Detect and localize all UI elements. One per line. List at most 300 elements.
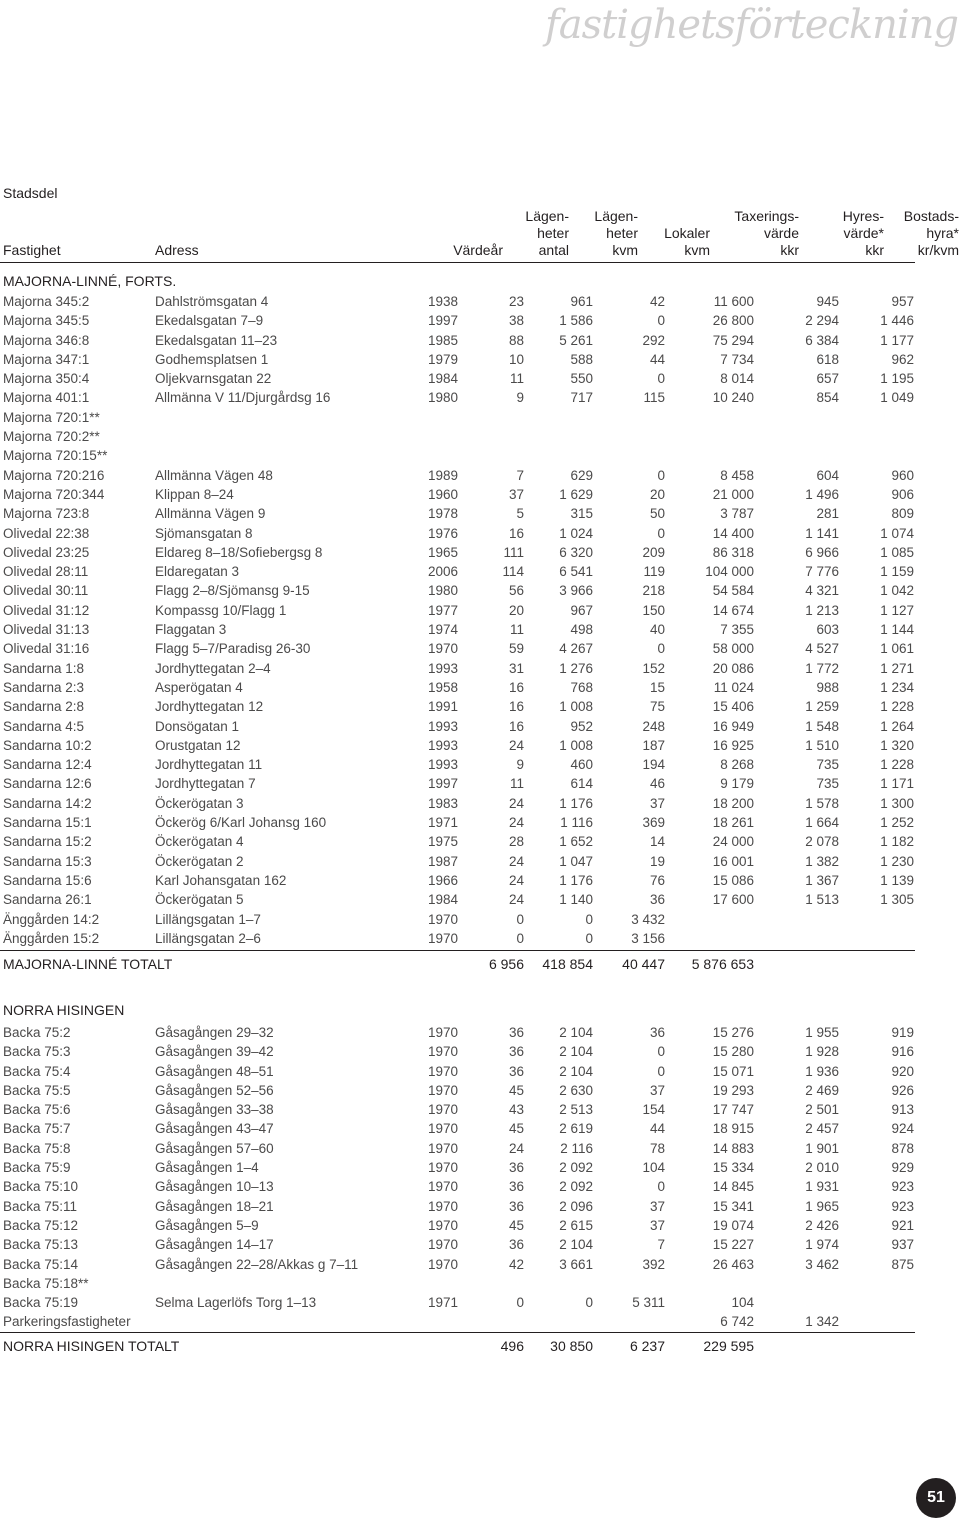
- table-row: [0, 1043, 915, 1062]
- cell-bostadshyra: 923: [891, 1198, 914, 1214]
- cell-taxeringsvarde: 7 355: [720, 622, 754, 638]
- cell-taxeringsvarde: 14 845: [712, 1179, 754, 1195]
- cell-adress: Asperögatan 4: [155, 679, 243, 695]
- cell-lagenheter-antal: 16: [508, 679, 524, 695]
- cell-lokaler-kvm: 5 311: [632, 1295, 665, 1311]
- cell-taxeringsvarde: 15 341: [712, 1198, 754, 1214]
- cell-taxeringsvarde: 7 734: [720, 351, 754, 367]
- cell-adress: Ekedalsgatan 11–23: [155, 332, 278, 348]
- cell-lokaler-kvm: 292: [642, 332, 665, 348]
- cell-vardear: 1989: [427, 467, 458, 483]
- cell-fastighet: Sandarna 2:8: [3, 699, 85, 715]
- cell-adress: Flaggatan 3: [155, 622, 227, 638]
- cell-fastighet: Sandarna 26:1: [3, 892, 92, 908]
- cell-hyresvarde: 2 010: [805, 1160, 839, 1176]
- table-row: [0, 737, 915, 756]
- cell-vardear: 1970: [427, 1082, 458, 1098]
- cell-lagenheter-kvm: 2 104: [559, 1025, 593, 1040]
- cell-lagenheter-antal: 10: [508, 351, 524, 367]
- cell-adress: Jordhyttegatan 12: [155, 699, 264, 715]
- cell-lagenheter-antal: 16: [508, 699, 524, 715]
- header-adress: Adress: [155, 242, 199, 258]
- cell-lokaler-kvm: 248: [642, 718, 665, 734]
- cell-adress: Gåsagången 43–47: [155, 1121, 274, 1137]
- cell-hyresvarde: 1 548: [805, 718, 839, 734]
- cell-hyresvarde: 4 527: [805, 641, 839, 657]
- cell-adress: Jordhyttegatan 7: [155, 776, 256, 792]
- cell-adress: Gåsagången 5–9: [155, 1217, 259, 1233]
- cell-lagenheter-kvm: 1 008: [559, 699, 593, 715]
- cell-lokaler-kvm: 19: [649, 853, 665, 869]
- cell-bostadshyra: 1 228: [880, 757, 914, 773]
- cell-lokaler-kvm: 115: [643, 390, 665, 406]
- cell-adress: Allmänna V 11/Djurgårdsg 16: [155, 390, 331, 406]
- cell-hyresvarde: 281: [816, 506, 839, 522]
- table-row: [0, 660, 915, 679]
- cell-hyresvarde: 2 501: [805, 1102, 839, 1118]
- table-row: [0, 1140, 915, 1159]
- cell-hyresvarde: 735: [816, 776, 839, 792]
- cell-lagenheter-antal: 37: [508, 486, 524, 502]
- cell-lokaler-kvm: 42: [649, 294, 665, 309]
- cell-taxeringsvarde: 24 000: [712, 834, 754, 850]
- cell-hyresvarde: 735: [816, 757, 839, 773]
- cell-lokaler-kvm: 152: [642, 660, 665, 676]
- cell-taxeringsvarde: 11 024: [713, 679, 754, 695]
- cell-lagenheter-kvm: 3 661: [559, 1256, 593, 1272]
- cell-hyresvarde: 2 294: [805, 313, 839, 329]
- cell-fastighet: Parkeringsfastigheter: [3, 1314, 131, 1330]
- cell-fastighet: Majorna 720:15**: [3, 448, 108, 464]
- page-number: 51: [916, 1478, 956, 1518]
- cell-bostadshyra: 913: [891, 1102, 914, 1118]
- cell-lagenheter-antal: 16: [508, 718, 524, 734]
- table-row: [0, 718, 915, 737]
- cell-vardear: 1980: [427, 390, 458, 406]
- cell-hyresvarde: 1 974: [805, 1237, 839, 1253]
- table-row: [0, 698, 915, 717]
- cell-hyresvarde: 854: [816, 390, 839, 406]
- total-row-majorna: [0, 956, 915, 976]
- table-row: [0, 312, 915, 331]
- cell-lagenheter-kvm: 768: [570, 679, 593, 695]
- cell-adress: Gåsagången 22–28/Akkas g 7–11: [155, 1256, 359, 1272]
- cell-bostadshyra: 1 195: [880, 371, 914, 387]
- cell-adress: Gåsagången 33–38: [155, 1102, 274, 1118]
- cell-lagenheter-antal: 24: [508, 892, 524, 908]
- total-label: NORRA HISINGEN TOTALT: [3, 1338, 180, 1354]
- cell-bostadshyra: 962: [891, 351, 914, 367]
- cell-hyresvarde: 604: [816, 467, 839, 483]
- cell-taxeringsvarde: 26 800: [712, 313, 754, 329]
- cell-adress: Sjömansgatan 8: [155, 525, 253, 541]
- table-row: [0, 544, 915, 563]
- cell-lagenheter-antal: 28: [508, 834, 524, 850]
- cell-lagenheter-kvm: 2 104: [559, 1063, 593, 1079]
- cell-lagenheter-antal: 11: [509, 776, 524, 792]
- cell-hyresvarde: 2 078: [805, 834, 839, 850]
- cell-hyresvarde: 1 141: [805, 525, 839, 541]
- cell-fastighet: Backa 75:12: [3, 1217, 79, 1233]
- cell-lagenheter-kvm: 550: [570, 371, 593, 387]
- cell-lagenheter-antal: 36: [508, 1063, 524, 1079]
- total-row-norra: [0, 1338, 915, 1358]
- cell-lagenheter-antal: 45: [508, 1217, 524, 1233]
- cell-bostadshyra: 919: [891, 1025, 914, 1040]
- table-row: [0, 891, 915, 910]
- cell-lagenheter-kvm: 0: [585, 911, 593, 927]
- cell-lokaler-kvm: 14: [649, 834, 665, 850]
- cell-lokaler-kvm: 78: [649, 1140, 665, 1156]
- table-row: [0, 756, 915, 775]
- cell-lokaler-kvm: 37: [649, 1082, 665, 1098]
- cell-lokaler-kvm: 76: [649, 872, 665, 888]
- cell-lagenheter-kvm: 1 008: [559, 737, 593, 753]
- cell-taxeringsvarde: 16 001: [712, 853, 754, 869]
- brand-watermark: fastighetsförteckning: [544, 2, 958, 48]
- cell-bostadshyra: 1 127: [880, 602, 914, 618]
- cell-lokaler-kvm: 15: [649, 679, 665, 695]
- cell-bostadshyra: 916: [891, 1044, 914, 1060]
- region-label-norra: NORRA HISINGEN: [3, 1002, 125, 1018]
- cell-vardear: 1970: [427, 1044, 458, 1060]
- cell-lagenheter-antal: 38: [508, 313, 524, 329]
- table-row: [0, 582, 915, 601]
- cell-hyresvarde: 2 426: [805, 1217, 839, 1233]
- cell-vardear: 2006: [427, 564, 458, 580]
- cell-fastighet: Änggården 15:2: [3, 930, 100, 946]
- cell-hyresvarde: 618: [816, 351, 839, 367]
- table-row: [0, 1120, 915, 1139]
- cell-hyresvarde: 6 384: [805, 332, 839, 348]
- table-row: [0, 447, 915, 466]
- cell-fastighet: Backa 75:19: [3, 1295, 79, 1311]
- cell-lokaler-kvm: 104: [642, 1160, 665, 1176]
- cell-lagenheter-antal: 56: [508, 583, 524, 599]
- cell-fastighet: Backa 75:11: [3, 1198, 78, 1214]
- cell-vardear: 1980: [427, 583, 458, 599]
- cell-taxeringsvarde: 104 000: [705, 564, 754, 580]
- cell-lagenheter-antal: 45: [508, 1121, 524, 1137]
- cell-lagenheter-kvm: 614: [570, 776, 593, 792]
- cell-adress: Öckerög 6/Karl Johansg 160: [155, 815, 327, 831]
- cell-adress: Flagg 2–8/Sjömansg 9-15: [155, 583, 310, 599]
- cell-vardear: 1970: [427, 641, 458, 657]
- cell-hyresvarde: 1 928: [805, 1044, 839, 1060]
- cell-vardear: 1958: [427, 679, 458, 695]
- table-row: [0, 911, 915, 930]
- cell-lagenheter-kvm: 2 513: [559, 1102, 593, 1118]
- cell-lokaler-kvm: 0: [657, 525, 665, 541]
- cell-bostadshyra: 1 139: [880, 872, 914, 888]
- cell-taxeringsvarde: 19 074: [712, 1217, 754, 1233]
- table-row: [0, 602, 915, 621]
- table-row: [0, 1063, 915, 1082]
- cell-hyresvarde: 1 510: [805, 737, 839, 753]
- cell-taxeringsvarde: 58 000: [712, 641, 754, 657]
- cell-lagenheter-kvm: 2 619: [559, 1121, 593, 1137]
- table-row: [0, 486, 915, 505]
- cell-adress: Kompassg 10/Flagg 1: [155, 602, 287, 618]
- cell-bostadshyra: 924: [891, 1121, 914, 1137]
- cell-fastighet: Backa 75:5: [3, 1082, 71, 1098]
- cell-hyresvarde: 1 772: [805, 660, 839, 676]
- cell-bostadshyra: 957: [891, 294, 914, 309]
- section-title: Stadsdel: [3, 185, 58, 201]
- cell-hyresvarde: 1 955: [805, 1025, 839, 1040]
- cell-vardear: 1977: [427, 602, 458, 618]
- cell-lokaler-kvm: 392: [642, 1256, 665, 1272]
- cell-bostadshyra: 1 228: [880, 699, 914, 715]
- cell-lagenheter-kvm: 1 116: [560, 815, 593, 831]
- cell-hyresvarde: 988: [816, 679, 839, 695]
- cell-lagenheter-kvm: 0: [585, 1295, 593, 1311]
- table-row: [0, 795, 915, 814]
- cell-lagenheter-kvm: 1 276: [559, 660, 593, 676]
- cell-vardear: 1971: [427, 815, 458, 831]
- cell-lagenheter-kvm: 1 629: [559, 486, 593, 502]
- cell-lagenheter-antal: 24: [508, 815, 524, 831]
- cell-adress: Klippan 8–24: [155, 486, 234, 502]
- cell-lagenheter-antal: 45: [508, 1082, 524, 1098]
- cell-lagenheter-antal: 5: [516, 506, 524, 522]
- cell-lagenheter-antal: 0: [516, 911, 524, 927]
- cell-lokaler-kvm: 0: [657, 641, 665, 657]
- cell-taxeringsvarde: 15 334: [712, 1160, 754, 1176]
- cell-bostadshyra: 1 144: [880, 622, 914, 638]
- cell-hyresvarde: 1 664: [805, 815, 839, 831]
- cell-adress: Öckerögatan 3: [155, 795, 244, 811]
- table-row: [0, 428, 915, 447]
- table-row: [0, 679, 915, 698]
- cell-lokaler-kvm: 44: [649, 351, 665, 367]
- cell-lagenheter-antal: 88: [508, 332, 524, 348]
- cell-bostadshyra: 1 085: [880, 544, 914, 560]
- cell-vardear: 1970: [427, 1217, 458, 1233]
- cell-lokaler-kvm: 0: [657, 1044, 665, 1060]
- table-row: [0, 1217, 915, 1236]
- cell-taxeringsvarde: 15 227: [712, 1237, 754, 1253]
- cell-lagenheter-kvm: 629: [570, 467, 593, 483]
- cell-fastighet: Backa 75:4: [3, 1063, 71, 1079]
- cell-vardear: 1976: [427, 525, 458, 541]
- cell-fastighet: Majorna 345:5: [3, 313, 90, 329]
- cell-taxeringsvarde: 18 915: [712, 1121, 754, 1137]
- cell-vardear: 1970: [427, 1256, 458, 1272]
- cell-lagenheter-kvm: 1 176: [559, 872, 593, 888]
- cell-adress: Lillängsgatan 1–7: [155, 911, 261, 927]
- cell-lagenheter-kvm: 1 652: [559, 834, 593, 850]
- cell-taxeringsvarde: 8 268: [720, 757, 754, 773]
- header-vardear: Värdeår: [453, 242, 503, 258]
- cell-lagenheter-antal: 36: [508, 1198, 524, 1214]
- cell-vardear: 1970: [427, 930, 458, 946]
- cell-fastighet: Backa 75:7: [3, 1121, 71, 1137]
- cell-lagenheter-kvm: 1 024: [559, 525, 593, 541]
- cell-lokaler-kvm: 40: [649, 622, 665, 638]
- cell-vardear: 1993: [427, 718, 458, 734]
- table-row: [0, 1024, 915, 1043]
- cell-fastighet: Majorna 720:344: [3, 486, 105, 502]
- cell-lagenheter-kvm: 2 104: [559, 1237, 593, 1253]
- cell-vardear: 1970: [427, 1179, 458, 1195]
- cell-taxeringsvarde: 15 086: [712, 872, 754, 888]
- cell-fastighet: Majorna 401:1: [3, 390, 90, 406]
- cell-hyresvarde: 1 213: [805, 602, 839, 618]
- cell-lagenheter-antal: 24: [508, 872, 524, 888]
- cell-bostadshyra: 1 300: [880, 795, 914, 811]
- cell-lagenheter-kvm: 2 116: [560, 1140, 593, 1156]
- cell-fastighet: Olivedal 31:12: [3, 602, 90, 618]
- table-row: [0, 351, 915, 370]
- cell-hyresvarde: 4 321: [805, 583, 839, 599]
- cell-adress: Eldaregatan 3: [155, 564, 240, 580]
- cell-lagenheter-antal: 9: [516, 757, 524, 773]
- cell-taxeringsvarde: 75 294: [712, 332, 754, 348]
- cell-lagenheter-kvm: 1 140: [559, 892, 593, 908]
- cell-bostadshyra: 1 230: [880, 853, 914, 869]
- cell-fastighet: Olivedal 31:16: [3, 641, 90, 657]
- cell-lagenheter-antal: 31: [508, 660, 524, 676]
- cell-lokaler-kvm: 36: [649, 1025, 665, 1040]
- cell-fastighet: Sandarna 15:3: [3, 853, 92, 869]
- total-lagenheter-kvm: 30 850: [550, 1338, 593, 1354]
- cell-bostadshyra: 878: [891, 1140, 914, 1156]
- cell-bostadshyra: 875: [891, 1256, 914, 1272]
- cell-adress: Öckerögatan 2: [155, 853, 244, 869]
- cell-adress: Gåsagången 1–4: [155, 1160, 259, 1176]
- total-divider: [0, 1332, 915, 1333]
- header-bostadshyra: Bostads- hyra* kr/kvm: [903, 208, 959, 258]
- cell-bostadshyra: 906: [891, 486, 914, 502]
- cell-vardear: 1978: [427, 506, 458, 522]
- table-row: [0, 853, 915, 872]
- cell-vardear: 1970: [427, 1160, 458, 1176]
- total-lokaler-kvm: 40 447: [622, 956, 665, 972]
- cell-lokaler-kvm: 36: [649, 892, 665, 908]
- cell-lagenheter-antal: 59: [508, 641, 524, 657]
- cell-taxeringsvarde: 11 600: [713, 294, 754, 309]
- cell-taxeringsvarde: 16 925: [712, 737, 754, 753]
- cell-lagenheter-kvm: 6 320: [559, 544, 593, 560]
- cell-lagenheter-kvm: 2 092: [559, 1160, 593, 1176]
- cell-lagenheter-antal: 0: [516, 1295, 524, 1311]
- cell-lokaler-kvm: 154: [642, 1102, 665, 1118]
- table-row: [0, 389, 915, 408]
- cell-vardear: 1997: [427, 776, 458, 792]
- cell-adress: Jordhyttegatan 2–4: [155, 660, 271, 676]
- cell-lokaler-kvm: 3 432: [631, 911, 665, 927]
- cell-bostadshyra: 1 234: [880, 679, 914, 695]
- cell-fastighet: Majorna 723:8: [3, 506, 90, 522]
- cell-taxeringsvarde: 10 240: [712, 390, 754, 406]
- cell-fastighet: Majorna 350:4: [3, 371, 90, 387]
- cell-taxeringsvarde: 6 742: [720, 1314, 754, 1330]
- total-lagenheter-antal: 6 956: [488, 956, 524, 972]
- cell-taxeringsvarde: 18 200: [712, 795, 754, 811]
- cell-adress: Gåsagången 48–51: [155, 1063, 274, 1079]
- cell-hyresvarde: 1 965: [805, 1198, 839, 1214]
- cell-taxeringsvarde: 15 071: [712, 1063, 754, 1079]
- cell-lagenheter-antal: 36: [508, 1179, 524, 1195]
- cell-bostadshyra: 1 264: [880, 718, 914, 734]
- cell-fastighet: Backa 75:6: [3, 1102, 71, 1118]
- table-row: [0, 1313, 915, 1332]
- cell-adress: Gåsagången 10–13: [155, 1179, 274, 1195]
- cell-taxeringsvarde: 54 584: [712, 583, 754, 599]
- cell-vardear: 1970: [427, 1198, 458, 1214]
- cell-lokaler-kvm: 37: [649, 1217, 665, 1233]
- cell-bostadshyra: 1 252: [880, 815, 914, 831]
- cell-lokaler-kvm: 46: [649, 776, 665, 792]
- cell-adress: Donsögatan 1: [155, 718, 240, 734]
- header-fastighet: Fastighet: [3, 242, 61, 258]
- cell-fastighet: Sandarna 1:8: [3, 660, 85, 676]
- table-row: [0, 1236, 915, 1255]
- cell-vardear: 1993: [427, 757, 458, 773]
- cell-taxeringsvarde: 18 261: [712, 815, 754, 831]
- cell-hyresvarde: 1 259: [805, 699, 839, 715]
- table-norra: [0, 1024, 915, 1333]
- cell-lagenheter-kvm: 588: [570, 351, 593, 367]
- table-row: [0, 1256, 915, 1275]
- cell-hyresvarde: 1 578: [805, 795, 839, 811]
- cell-fastighet: Olivedal 30:11: [3, 583, 89, 599]
- cell-lokaler-kvm: 0: [657, 1179, 665, 1195]
- table-row: [0, 640, 915, 659]
- header-lokaler-kvm: Lokaler kvm: [664, 225, 710, 258]
- cell-lokaler-kvm: 209: [642, 544, 665, 560]
- cell-lagenheter-antal: 24: [508, 853, 524, 869]
- cell-bostadshyra: 1 182: [880, 834, 914, 850]
- header-lagenheter-kvm: Lägen- heter kvm: [594, 208, 638, 258]
- cell-fastighet: Sandarna 15:6: [3, 872, 92, 888]
- cell-taxeringsvarde: 15 280: [712, 1044, 754, 1060]
- cell-hyresvarde: 1 513: [805, 892, 839, 908]
- cell-vardear: 1974: [427, 622, 458, 638]
- cell-fastighet: Sandarna 12:4: [3, 757, 92, 773]
- cell-lokaler-kvm: 44: [649, 1121, 665, 1137]
- total-lagenheter-antal: 496: [500, 1338, 524, 1354]
- cell-bostadshyra: 1 271: [880, 660, 914, 676]
- cell-fastighet: Änggården 14:2: [3, 911, 100, 927]
- table-row: [0, 775, 915, 794]
- cell-lagenheter-kvm: 1 176: [559, 795, 593, 811]
- cell-fastighet: Majorna 346:8: [3, 332, 90, 348]
- cell-bostadshyra: 1 305: [880, 892, 914, 908]
- cell-bostadshyra: 923: [891, 1179, 914, 1195]
- cell-lagenheter-kvm: 2 104: [559, 1044, 593, 1060]
- cell-hyresvarde: 1 936: [805, 1063, 839, 1079]
- header-hyresvarde: Hyres- värde* kkr: [842, 208, 884, 258]
- cell-lagenheter-antal: 9: [516, 390, 524, 406]
- table-row: [0, 467, 915, 486]
- cell-taxeringsvarde: 14 883: [712, 1140, 754, 1156]
- cell-lagenheter-antal: 36: [508, 1025, 524, 1040]
- cell-adress: Dahlströmsgatan 4: [155, 294, 269, 309]
- cell-adress: Orustgatan 12: [155, 737, 241, 753]
- table-row: [0, 293, 915, 312]
- cell-lokaler-kvm: 50: [649, 506, 665, 522]
- cell-vardear: 1970: [427, 1063, 458, 1079]
- table-row: [0, 814, 915, 833]
- cell-adress: Öckerögatan 5: [155, 892, 244, 908]
- cell-fastighet: Sandarna 4:5: [3, 718, 85, 734]
- table-row: [0, 505, 915, 524]
- cell-adress: Flagg 5–7/Paradisg 26-30: [155, 641, 311, 657]
- cell-lokaler-kvm: 20: [649, 486, 665, 502]
- cell-hyresvarde: 1 901: [805, 1140, 839, 1156]
